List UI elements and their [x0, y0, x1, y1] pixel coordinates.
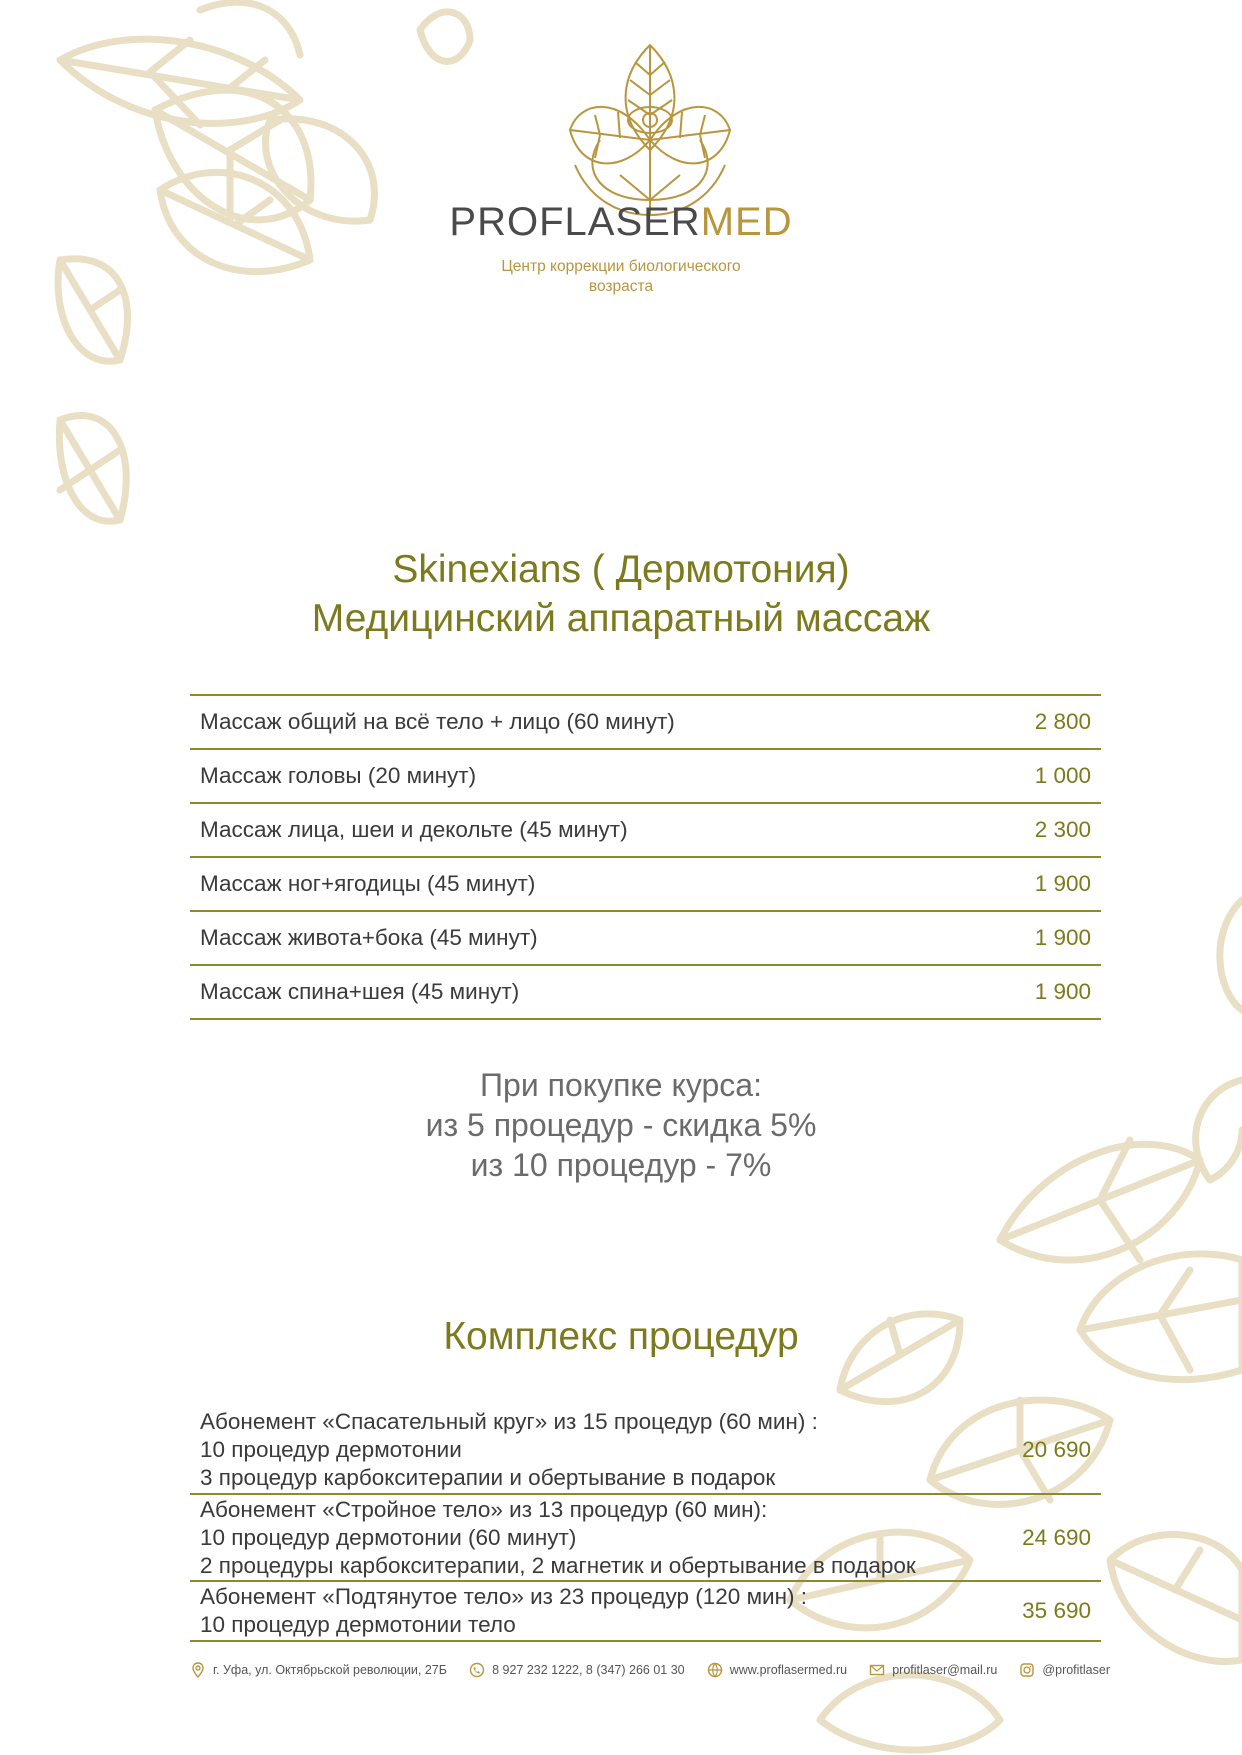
- service-name: Массаж ног+ягодицы (45 минут): [190, 857, 979, 911]
- brand-name-thin: MED: [700, 200, 793, 244]
- package-line: Абонемент «Подтянутое тело» из 23 процедур (120 мин) :: [200, 1584, 808, 1609]
- mail-icon: [869, 1662, 885, 1678]
- package-line: 10 процедур дермотонии (60 минут): [200, 1524, 577, 1550]
- site-link[interactable]: www.proflasermed.ru: [729, 1663, 848, 1677]
- discount-line: из 10 процедур - 7%: [470, 1147, 772, 1183]
- service-name: Массаж спина+шея (45 минут): [190, 965, 979, 1019]
- package-description: [190, 1581, 1003, 1641]
- table-row: [190, 911, 1101, 965]
- table-row: [190, 1494, 1101, 1581]
- table-row: [190, 1407, 1101, 1494]
- complex-price-table: [190, 1407, 1101, 1642]
- footer-site[interactable]: [707, 1662, 847, 1678]
- package-line: 2 процедуры карбокситерапии, 2 магнетик и обертывание в подарок: [200, 1552, 916, 1578]
- service-name: Массаж лица, шеи и декольте (45 минут): [190, 803, 979, 857]
- massage-price-table: [190, 694, 1101, 1020]
- tagline-line: возраста: [588, 278, 654, 295]
- instagram-handle[interactable]: @profitlaser: [1042, 1663, 1110, 1677]
- footer-address: [190, 1662, 447, 1678]
- service-name: Массаж головы (20 минут): [190, 749, 979, 803]
- tagline-line: Центр коррекции биологического: [501, 258, 741, 275]
- email-link[interactable]: profitlaser@mail.ru: [892, 1663, 998, 1677]
- package-line: Абонемент «Стройное тело» из 13 процедур (60 мин):: [200, 1496, 768, 1522]
- section-title-line1: Skinexians ( Дермотония): [392, 548, 850, 591]
- complex-section-title: Комплекс процедур: [443, 1315, 799, 1358]
- service-name: Массаж живота+бока (45 минут): [190, 911, 979, 965]
- table-row: [190, 857, 1101, 911]
- footer-email[interactable]: [869, 1662, 997, 1678]
- package-description: [190, 1407, 1003, 1494]
- service-price: 2 800: [979, 695, 1101, 749]
- location-pin-icon: [190, 1662, 206, 1678]
- service-price: 1 900: [979, 965, 1101, 1019]
- section-title-line2: Медицинский аппаратный массаж: [311, 597, 931, 640]
- discount-line: При покупке курса:: [480, 1067, 762, 1103]
- package-price: 20 690: [1003, 1407, 1101, 1494]
- package-line: 3 процедур карбокситерапии и обертывание в подарок: [200, 1465, 776, 1490]
- globe-icon: [707, 1662, 723, 1678]
- service-price: 1 900: [979, 857, 1101, 911]
- table-row: [190, 803, 1101, 857]
- footer-contacts: [190, 1662, 1110, 1678]
- service-price: 1 900: [979, 911, 1101, 965]
- brand-name-bold: PROFLASER: [449, 200, 701, 244]
- table-row: [190, 965, 1101, 1019]
- brand-name: [0, 200, 1242, 245]
- footer-phones: [469, 1662, 685, 1678]
- discount-line: из 5 процедур - скидка 5%: [425, 1107, 817, 1143]
- service-name: Массаж общий на всё тело + лицо (60 минут): [190, 695, 979, 749]
- package-line: 10 процедур дермотонии: [200, 1437, 462, 1462]
- table-row: [190, 749, 1101, 803]
- instagram-icon: [1019, 1662, 1035, 1678]
- logo-emblem: [0, 0, 1242, 300]
- service-price: 2 300: [979, 803, 1101, 857]
- package-description: [190, 1494, 1003, 1581]
- package-line: Абонемент «Спасательный круг» из 15 процедур (60 мин) :: [200, 1409, 818, 1434]
- phone-icon: [469, 1662, 485, 1678]
- package-price: 24 690: [1003, 1494, 1101, 1581]
- footer-instagram[interactable]: [1019, 1662, 1110, 1678]
- brand-tagline: [0, 257, 1242, 297]
- course-discount-note: [0, 1065, 1242, 1185]
- table-row: [190, 1581, 1101, 1641]
- phones-text: 8 927 232 1222, 8 (347) 266 01 30: [492, 1663, 685, 1677]
- package-line: 10 процедур дермотонии тело: [200, 1612, 516, 1637]
- address-text: г. Уфа, ул. Октябрьской революции, 27Б: [213, 1663, 447, 1677]
- service-price: 1 000: [979, 749, 1101, 803]
- table-row: [190, 695, 1101, 749]
- package-price: 35 690: [1003, 1581, 1101, 1641]
